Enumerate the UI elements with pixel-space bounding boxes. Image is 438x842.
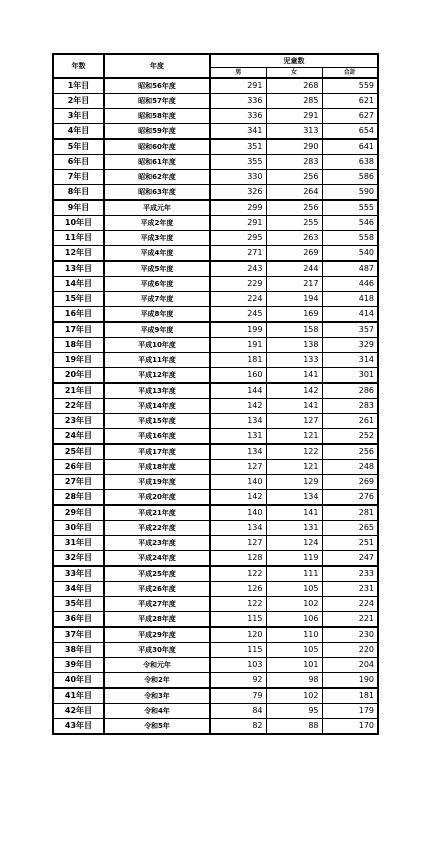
- cell-year-count: 9年目: [53, 200, 104, 216]
- table-row: [53, 94, 378, 109]
- cell-fiscal-year: 平成26年度: [104, 582, 210, 597]
- cell-fiscal-year: 平成15年度: [104, 414, 210, 429]
- cell-fiscal-year: 平成12年度: [104, 368, 210, 384]
- cell-total: 286: [322, 383, 378, 399]
- cell-total: 233: [322, 566, 378, 582]
- cell-year-count: 7年目: [53, 170, 104, 185]
- cell-total: 261: [322, 414, 378, 429]
- cell-total: 269: [322, 475, 378, 490]
- cell-male: 131: [210, 429, 266, 445]
- table-row: [53, 551, 378, 567]
- header-female: 女: [266, 68, 322, 79]
- cell-fiscal-year: 平成10年度: [104, 338, 210, 353]
- cell-female: 142: [266, 383, 322, 399]
- cell-male: 295: [210, 231, 266, 246]
- cell-year-count: 23年目: [53, 414, 104, 429]
- cell-total: 252: [322, 429, 378, 445]
- cell-total: 546: [322, 216, 378, 231]
- cell-female: 129: [266, 475, 322, 490]
- cell-female: 127: [266, 414, 322, 429]
- cell-female: 158: [266, 322, 322, 338]
- cell-fiscal-year: 平成6年度: [104, 277, 210, 292]
- cell-year-count: 14年目: [53, 277, 104, 292]
- cell-female: 106: [266, 612, 322, 628]
- cell-total: 555: [322, 200, 378, 216]
- cell-total: 414: [322, 307, 378, 323]
- cell-male: 84: [210, 704, 266, 719]
- cell-female: 194: [266, 292, 322, 307]
- cell-male: 299: [210, 200, 266, 216]
- cell-fiscal-year: 平成21年度: [104, 505, 210, 521]
- cell-female: 269: [266, 246, 322, 262]
- cell-fiscal-year: 平成9年度: [104, 322, 210, 338]
- cell-fiscal-year: 令和元年: [104, 658, 210, 673]
- cell-year-count: 39年目: [53, 658, 104, 673]
- cell-fiscal-year: 平成2年度: [104, 216, 210, 231]
- cell-female: 105: [266, 582, 322, 597]
- table-row: [53, 444, 378, 460]
- table-row: [53, 719, 378, 735]
- table-row: [53, 185, 378, 201]
- cell-year-count: 28年目: [53, 490, 104, 506]
- table-row: [53, 490, 378, 506]
- cell-fiscal-year: 平成24年度: [104, 551, 210, 567]
- cell-male: 140: [210, 505, 266, 521]
- cell-female: 110: [266, 627, 322, 643]
- cell-female: 121: [266, 429, 322, 445]
- cell-male: 199: [210, 322, 266, 338]
- cell-male: 115: [210, 643, 266, 658]
- cell-total: 224: [322, 597, 378, 612]
- cell-total: 220: [322, 643, 378, 658]
- cell-year-count: 36年目: [53, 612, 104, 628]
- table-row: [53, 322, 378, 338]
- cell-male: 160: [210, 368, 266, 384]
- cell-female: 111: [266, 566, 322, 582]
- cell-male: 243: [210, 261, 266, 277]
- cell-fiscal-year: 平成29年度: [104, 627, 210, 643]
- cell-female: 244: [266, 261, 322, 277]
- table-row: [53, 688, 378, 704]
- cell-year-count: 35年目: [53, 597, 104, 612]
- cell-female: 256: [266, 200, 322, 216]
- table-row: [53, 704, 378, 719]
- cell-male: 120: [210, 627, 266, 643]
- cell-female: 102: [266, 688, 322, 704]
- cell-female: 121: [266, 460, 322, 475]
- cell-total: 301: [322, 368, 378, 384]
- cell-male: 79: [210, 688, 266, 704]
- cell-total: 329: [322, 338, 378, 353]
- cell-total: 204: [322, 658, 378, 673]
- table-row: [53, 399, 378, 414]
- table-row: [53, 475, 378, 490]
- cell-fiscal-year: 平成17年度: [104, 444, 210, 460]
- cell-year-count: 16年目: [53, 307, 104, 323]
- cell-female: 101: [266, 658, 322, 673]
- cell-total: 621: [322, 94, 378, 109]
- header-year-count: 年数: [53, 54, 104, 78]
- cell-female: 133: [266, 353, 322, 368]
- cell-female: 285: [266, 94, 322, 109]
- header-fiscal-year: 年度: [104, 54, 210, 78]
- cell-year-count: 42年目: [53, 704, 104, 719]
- cell-year-count: 19年目: [53, 353, 104, 368]
- cell-female: 95: [266, 704, 322, 719]
- cell-total: 179: [322, 704, 378, 719]
- table-row: [53, 292, 378, 307]
- table-row: [53, 216, 378, 231]
- cell-female: 291: [266, 109, 322, 124]
- table-body: [53, 78, 378, 734]
- cell-female: 268: [266, 78, 322, 94]
- cell-fiscal-year: 平成元年: [104, 200, 210, 216]
- cell-total: 558: [322, 231, 378, 246]
- cell-year-count: 2年目: [53, 94, 104, 109]
- cell-fiscal-year: 昭和56年度: [104, 78, 210, 94]
- cell-female: 313: [266, 124, 322, 140]
- cell-fiscal-year: 昭和57年度: [104, 94, 210, 109]
- cell-male: 224: [210, 292, 266, 307]
- cell-total: 181: [322, 688, 378, 704]
- cell-male: 128: [210, 551, 266, 567]
- cell-male: 245: [210, 307, 266, 323]
- cell-female: 217: [266, 277, 322, 292]
- cell-fiscal-year: 平成23年度: [104, 536, 210, 551]
- cell-year-count: 1年目: [53, 78, 104, 94]
- cell-total: 230: [322, 627, 378, 643]
- table-row: [53, 429, 378, 445]
- cell-year-count: 18年目: [53, 338, 104, 353]
- table-row: [53, 338, 378, 353]
- cell-year-count: 32年目: [53, 551, 104, 567]
- cell-female: 98: [266, 673, 322, 689]
- cell-female: 264: [266, 185, 322, 201]
- cell-female: 255: [266, 216, 322, 231]
- cell-male: 144: [210, 383, 266, 399]
- cell-year-count: 29年目: [53, 505, 104, 521]
- cell-male: 127: [210, 460, 266, 475]
- cell-male: 126: [210, 582, 266, 597]
- table-row: [53, 673, 378, 689]
- cell-fiscal-year: 平成7年度: [104, 292, 210, 307]
- table-row: [53, 109, 378, 124]
- table-row: [53, 460, 378, 475]
- table-row: [53, 597, 378, 612]
- cell-year-count: 38年目: [53, 643, 104, 658]
- cell-fiscal-year: 昭和61年度: [104, 155, 210, 170]
- cell-total: 559: [322, 78, 378, 94]
- cell-fiscal-year: 令和3年: [104, 688, 210, 704]
- cell-male: 330: [210, 170, 266, 185]
- cell-fiscal-year: 平成19年度: [104, 475, 210, 490]
- header-total: 合計: [322, 68, 378, 79]
- cell-male: 355: [210, 155, 266, 170]
- cell-female: 134: [266, 490, 322, 506]
- cell-fiscal-year: 平成13年度: [104, 383, 210, 399]
- cell-fiscal-year: 平成3年度: [104, 231, 210, 246]
- cell-fiscal-year: 昭和63年度: [104, 185, 210, 201]
- cell-fiscal-year: 昭和58年度: [104, 109, 210, 124]
- cell-year-count: 15年目: [53, 292, 104, 307]
- cell-male: 142: [210, 490, 266, 506]
- cell-male: 326: [210, 185, 266, 201]
- cell-male: 351: [210, 139, 266, 155]
- cell-female: 256: [266, 170, 322, 185]
- cell-fiscal-year: 令和2年: [104, 673, 210, 689]
- cell-year-count: 20年目: [53, 368, 104, 384]
- table-row: [53, 627, 378, 643]
- cell-total: 314: [322, 353, 378, 368]
- table-row: [53, 139, 378, 155]
- cell-year-count: 40年目: [53, 673, 104, 689]
- cell-total: 265: [322, 521, 378, 536]
- cell-male: 191: [210, 338, 266, 353]
- table-row: [53, 78, 378, 94]
- cell-total: 418: [322, 292, 378, 307]
- cell-female: 138: [266, 338, 322, 353]
- cell-male: 82: [210, 719, 266, 735]
- cell-female: 283: [266, 155, 322, 170]
- cell-total: 283: [322, 399, 378, 414]
- enrollment-table: [52, 53, 379, 735]
- cell-year-count: 24年目: [53, 429, 104, 445]
- cell-year-count: 27年目: [53, 475, 104, 490]
- cell-total: 357: [322, 322, 378, 338]
- cell-total: 654: [322, 124, 378, 140]
- table-row: [53, 261, 378, 277]
- cell-fiscal-year: 平成16年度: [104, 429, 210, 445]
- cell-total: 281: [322, 505, 378, 521]
- cell-male: 229: [210, 277, 266, 292]
- cell-total: 446: [322, 277, 378, 292]
- cell-year-count: 41年目: [53, 688, 104, 704]
- cell-male: 271: [210, 246, 266, 262]
- cell-female: 105: [266, 643, 322, 658]
- cell-male: 127: [210, 536, 266, 551]
- cell-female: 141: [266, 399, 322, 414]
- cell-fiscal-year: 平成27年度: [104, 597, 210, 612]
- cell-total: 190: [322, 673, 378, 689]
- cell-total: 276: [322, 490, 378, 506]
- cell-fiscal-year: 平成8年度: [104, 307, 210, 323]
- header-children: 児童数: [210, 54, 378, 68]
- cell-female: 169: [266, 307, 322, 323]
- cell-fiscal-year: 平成20年度: [104, 490, 210, 506]
- cell-year-count: 8年目: [53, 185, 104, 201]
- table-row: [53, 307, 378, 323]
- cell-year-count: 34年目: [53, 582, 104, 597]
- cell-male: 122: [210, 566, 266, 582]
- table-row: [53, 353, 378, 368]
- cell-year-count: 5年目: [53, 139, 104, 155]
- cell-female: 119: [266, 551, 322, 567]
- table-row: [53, 582, 378, 597]
- table-row: [53, 368, 378, 384]
- table-header: [53, 54, 378, 78]
- cell-male: 140: [210, 475, 266, 490]
- cell-male: 122: [210, 597, 266, 612]
- cell-year-count: 3年目: [53, 109, 104, 124]
- cell-female: 141: [266, 368, 322, 384]
- cell-female: 131: [266, 521, 322, 536]
- cell-male: 291: [210, 216, 266, 231]
- header-male: 男: [210, 68, 266, 79]
- cell-male: 134: [210, 414, 266, 429]
- cell-total: 256: [322, 444, 378, 460]
- cell-male: 142: [210, 399, 266, 414]
- table-row: [53, 231, 378, 246]
- cell-female: 102: [266, 597, 322, 612]
- table-row: [53, 612, 378, 628]
- table-row: [53, 383, 378, 399]
- cell-female: 290: [266, 139, 322, 155]
- cell-male: 291: [210, 78, 266, 94]
- cell-total: 590: [322, 185, 378, 201]
- cell-year-count: 22年目: [53, 399, 104, 414]
- cell-male: 134: [210, 444, 266, 460]
- cell-female: 122: [266, 444, 322, 460]
- cell-year-count: 25年目: [53, 444, 104, 460]
- cell-total: 487: [322, 261, 378, 277]
- table-row: [53, 155, 378, 170]
- cell-total: 627: [322, 109, 378, 124]
- cell-year-count: 6年目: [53, 155, 104, 170]
- cell-fiscal-year: 平成22年度: [104, 521, 210, 536]
- cell-total: 638: [322, 155, 378, 170]
- table-row: [53, 658, 378, 673]
- cell-year-count: 30年目: [53, 521, 104, 536]
- table-row: [53, 124, 378, 140]
- cell-fiscal-year: 平成14年度: [104, 399, 210, 414]
- cell-fiscal-year: 昭和59年度: [104, 124, 210, 140]
- cell-female: 124: [266, 536, 322, 551]
- cell-year-count: 37年目: [53, 627, 104, 643]
- cell-total: 221: [322, 612, 378, 628]
- cell-female: 263: [266, 231, 322, 246]
- cell-fiscal-year: 平成30年度: [104, 643, 210, 658]
- cell-year-count: 10年目: [53, 216, 104, 231]
- cell-total: 251: [322, 536, 378, 551]
- cell-female: 88: [266, 719, 322, 735]
- table-row: [53, 643, 378, 658]
- cell-year-count: 43年目: [53, 719, 104, 735]
- cell-year-count: 17年目: [53, 322, 104, 338]
- cell-fiscal-year: 平成4年度: [104, 246, 210, 262]
- table-row: [53, 246, 378, 262]
- cell-year-count: 26年目: [53, 460, 104, 475]
- cell-total: 248: [322, 460, 378, 475]
- cell-male: 115: [210, 612, 266, 628]
- cell-male: 336: [210, 109, 266, 124]
- cell-fiscal-year: 平成25年度: [104, 566, 210, 582]
- table-row: [53, 414, 378, 429]
- cell-male: 341: [210, 124, 266, 140]
- cell-fiscal-year: 令和4年: [104, 704, 210, 719]
- cell-year-count: 13年目: [53, 261, 104, 277]
- table-row: [53, 200, 378, 216]
- cell-male: 103: [210, 658, 266, 673]
- cell-total: 170: [322, 719, 378, 735]
- cell-male: 92: [210, 673, 266, 689]
- cell-total: 641: [322, 139, 378, 155]
- table-row: [53, 521, 378, 536]
- table-row: [53, 277, 378, 292]
- cell-female: 141: [266, 505, 322, 521]
- cell-fiscal-year: 昭和62年度: [104, 170, 210, 185]
- cell-total: 586: [322, 170, 378, 185]
- table-row: [53, 505, 378, 521]
- table-row: [53, 566, 378, 582]
- enrollment-sheet: [52, 53, 378, 735]
- cell-year-count: 4年目: [53, 124, 104, 140]
- cell-year-count: 21年目: [53, 383, 104, 399]
- cell-total: 231: [322, 582, 378, 597]
- cell-year-count: 11年目: [53, 231, 104, 246]
- cell-male: 181: [210, 353, 266, 368]
- cell-fiscal-year: 昭和60年度: [104, 139, 210, 155]
- cell-fiscal-year: 令和5年: [104, 719, 210, 735]
- cell-year-count: 33年目: [53, 566, 104, 582]
- cell-total: 247: [322, 551, 378, 567]
- cell-fiscal-year: 平成5年度: [104, 261, 210, 277]
- cell-male: 134: [210, 521, 266, 536]
- cell-fiscal-year: 平成18年度: [104, 460, 210, 475]
- cell-year-count: 12年目: [53, 246, 104, 262]
- cell-male: 336: [210, 94, 266, 109]
- table-row: [53, 536, 378, 551]
- cell-fiscal-year: 平成28年度: [104, 612, 210, 628]
- cell-year-count: 31年目: [53, 536, 104, 551]
- cell-fiscal-year: 平成11年度: [104, 353, 210, 368]
- cell-total: 540: [322, 246, 378, 262]
- table-row: [53, 170, 378, 185]
